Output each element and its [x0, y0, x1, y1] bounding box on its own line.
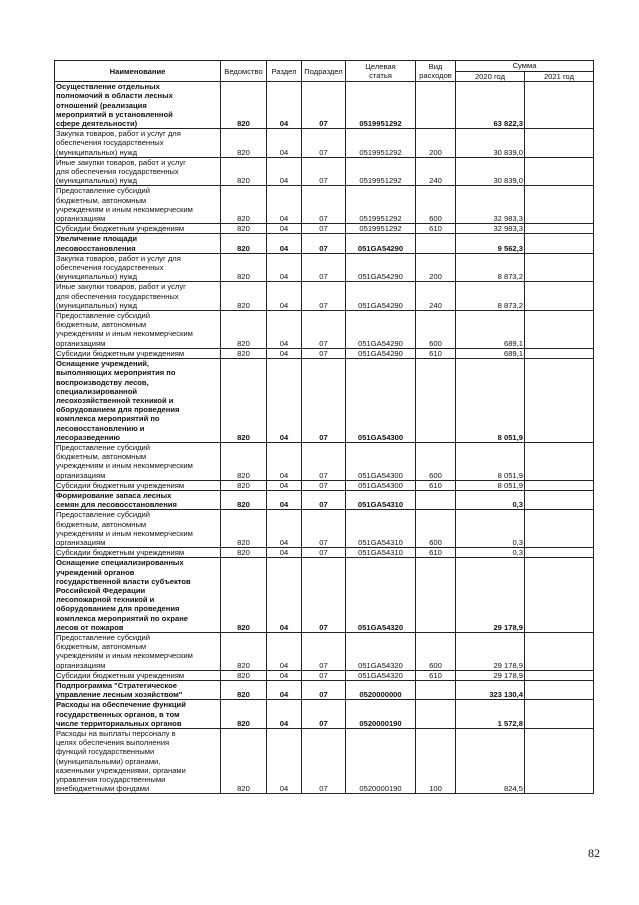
row-sum-2021	[525, 186, 594, 224]
row-podrazdel: 07	[302, 548, 346, 558]
table-row	[55, 558, 594, 633]
row-sum-2020: 29 178,9	[456, 632, 525, 670]
row-sum-2020: 824,5	[456, 729, 525, 794]
table-row	[55, 186, 594, 224]
row-vedomstvo: 820	[221, 234, 267, 253]
row-target-article: 051GA54290	[346, 311, 416, 349]
row-sum-2021	[525, 311, 594, 349]
row-razdel: 04	[267, 186, 302, 224]
row-vedomstvo: 820	[221, 548, 267, 558]
row-podrazdel: 07	[302, 442, 346, 480]
table-row	[55, 490, 594, 509]
row-name: Предоставление субсидий бюджетным, автономным учреждениям и иным некоммерческим организациям	[55, 632, 221, 670]
row-vedomstvo: 820	[221, 632, 267, 670]
row-target-article: 051GA54300	[346, 442, 416, 480]
row-razdel: 04	[267, 82, 302, 129]
row-sum-2021	[525, 729, 594, 794]
row-target-article: 051GA54310	[346, 490, 416, 509]
row-sum-2021	[525, 700, 594, 729]
row-razdel: 04	[267, 681, 302, 700]
row-vedomstvo: 820	[221, 442, 267, 480]
row-target-article: 051GA54290	[346, 282, 416, 311]
row-name: Субсидии бюджетным учреждениям	[55, 548, 221, 558]
row-target-article: 051GA54320	[346, 670, 416, 680]
row-expense-type: 600	[416, 632, 456, 670]
row-sum-2021	[525, 558, 594, 633]
row-name: Предоставление субсидий бюджетным, автономным учреждениям и иным некоммерческим организациям	[55, 442, 221, 480]
row-name: Формирование запаса лесных семян для лесовосстановления	[55, 490, 221, 509]
row-name: Субсидии бюджетным учреждениям	[55, 480, 221, 490]
row-expense-type: 600	[416, 442, 456, 480]
table-row	[55, 82, 594, 129]
row-vedomstvo: 820	[221, 700, 267, 729]
row-sum-2020: 323 130,4	[456, 681, 525, 700]
row-expense-type: 600	[416, 186, 456, 224]
row-vedomstvo: 820	[221, 348, 267, 358]
table-row	[55, 234, 594, 253]
row-sum-2021	[525, 681, 594, 700]
row-podrazdel: 07	[302, 510, 346, 548]
row-sum-2020: 29 178,9	[456, 558, 525, 633]
row-sum-2020: 8 051,9	[456, 359, 525, 443]
header-podrazdel: Подраздел	[302, 61, 346, 82]
row-sum-2021	[525, 632, 594, 670]
row-expense-type: 610	[416, 670, 456, 680]
row-target-article: 0519951292	[346, 82, 416, 129]
row-name: Иные закупки товаров, работ и услуг для обеспечения государственных (муниципальных) нужд	[55, 157, 221, 186]
row-name: Расходы на выплаты персоналу в целях обеспечения выполнения функций государственными (муниципальными) органами, казенными учреждениями, органами управления государственными внебюджетными фондами	[55, 729, 221, 794]
row-name: Иные закупки товаров, работ и услуг для обеспечения государственных (муниципальных) нужд	[55, 282, 221, 311]
row-vedomstvo: 820	[221, 282, 267, 311]
row-podrazdel: 07	[302, 311, 346, 349]
row-razdel: 04	[267, 359, 302, 443]
row-razdel: 04	[267, 157, 302, 186]
row-sum-2021	[525, 442, 594, 480]
row-name: Подпрограмма "Стратегическое управление лесным хозяйством"	[55, 681, 221, 700]
table-body	[55, 82, 594, 794]
row-vedomstvo: 820	[221, 670, 267, 680]
table-row	[55, 548, 594, 558]
row-expense-type: 610	[416, 348, 456, 358]
row-vedomstvo: 820	[221, 510, 267, 548]
row-razdel: 04	[267, 510, 302, 548]
row-name: Предоставление субсидий бюджетным, автономным учреждениям и иным некоммерческим организациям	[55, 186, 221, 224]
row-podrazdel: 07	[302, 681, 346, 700]
row-target-article: 051GA54300	[346, 480, 416, 490]
row-expense-type: 600	[416, 510, 456, 548]
row-vedomstvo: 820	[221, 359, 267, 443]
row-podrazdel: 07	[302, 253, 346, 282]
row-target-article: 051GA54290	[346, 234, 416, 253]
table-row	[55, 729, 594, 794]
row-expense-type	[416, 359, 456, 443]
row-podrazdel: 07	[302, 157, 346, 186]
row-target-article: 051GA54310	[346, 548, 416, 558]
table-row	[55, 510, 594, 548]
row-razdel: 04	[267, 253, 302, 282]
row-expense-type	[416, 700, 456, 729]
row-expense-type	[416, 558, 456, 633]
row-sum-2021	[525, 82, 594, 129]
row-podrazdel: 07	[302, 186, 346, 224]
row-vedomstvo: 820	[221, 129, 267, 158]
row-expense-type: 610	[416, 480, 456, 490]
row-razdel: 04	[267, 632, 302, 670]
row-razdel: 04	[267, 558, 302, 633]
row-vedomstvo: 820	[221, 729, 267, 794]
row-podrazdel: 07	[302, 224, 346, 234]
row-sum-2021	[525, 670, 594, 680]
row-sum-2020: 0,3	[456, 548, 525, 558]
row-name: Увеличение площади лесовосстановления	[55, 234, 221, 253]
row-razdel: 04	[267, 700, 302, 729]
row-razdel: 04	[267, 234, 302, 253]
row-expense-type: 610	[416, 548, 456, 558]
row-sum-2021	[525, 234, 594, 253]
table-row	[55, 157, 594, 186]
row-expense-type	[416, 681, 456, 700]
table-row	[55, 129, 594, 158]
row-sum-2020: 0,3	[456, 510, 525, 548]
table-row	[55, 359, 594, 443]
row-podrazdel: 07	[302, 359, 346, 443]
row-target-article: 0520000000	[346, 681, 416, 700]
row-name: Субсидии бюджетным учреждениям	[55, 224, 221, 234]
row-sum-2021	[525, 224, 594, 234]
row-vedomstvo: 820	[221, 490, 267, 509]
row-sum-2021	[525, 510, 594, 548]
row-expense-type: 610	[416, 224, 456, 234]
row-name: Осуществление отдельных полномочий в области лесных отношений (реализация мероприятий в установленной сфере деятельности)	[55, 82, 221, 129]
row-sum-2020: 8 051,9	[456, 442, 525, 480]
row-target-article: 051GA54310	[346, 510, 416, 548]
row-vedomstvo: 820	[221, 311, 267, 349]
row-razdel: 04	[267, 282, 302, 311]
row-podrazdel: 07	[302, 632, 346, 670]
row-sum-2021	[525, 157, 594, 186]
row-podrazdel: 07	[302, 82, 346, 129]
table-row	[55, 282, 594, 311]
row-podrazdel: 07	[302, 700, 346, 729]
table-row	[55, 670, 594, 680]
table-row	[55, 253, 594, 282]
row-sum-2020: 9 562,3	[456, 234, 525, 253]
row-target-article: 051GA54320	[346, 558, 416, 633]
row-podrazdel: 07	[302, 490, 346, 509]
row-sum-2020: 30 839,0	[456, 129, 525, 158]
row-target-article: 0520000190	[346, 729, 416, 794]
row-razdel: 04	[267, 442, 302, 480]
row-razdel: 04	[267, 348, 302, 358]
header-year-2020: 2020 год	[456, 72, 525, 82]
row-sum-2020: 29 178,9	[456, 670, 525, 680]
header-sum: Сумма	[456, 61, 594, 72]
row-podrazdel: 07	[302, 670, 346, 680]
table-row	[55, 681, 594, 700]
row-sum-2020: 32 983,3	[456, 224, 525, 234]
header-name: Наименование	[55, 61, 221, 82]
row-razdel: 04	[267, 729, 302, 794]
row-sum-2020: 8 051,9	[456, 480, 525, 490]
row-vedomstvo: 820	[221, 157, 267, 186]
row-expense-type: 100	[416, 729, 456, 794]
row-target-article: 0519951292	[346, 129, 416, 158]
header-vedomstvo: Ведомство	[221, 61, 267, 82]
row-name: Субсидии бюджетным учреждениям	[55, 670, 221, 680]
row-expense-type	[416, 490, 456, 509]
row-target-article: 051GA54290	[346, 253, 416, 282]
row-podrazdel: 07	[302, 282, 346, 311]
row-razdel: 04	[267, 490, 302, 509]
budget-table	[54, 60, 594, 794]
row-expense-type: 240	[416, 282, 456, 311]
row-name: Предоставление субсидий бюджетным, автономным учреждениям и иным некоммерческим организациям	[55, 510, 221, 548]
row-razdel: 04	[267, 224, 302, 234]
row-sum-2020: 32 983,3	[456, 186, 525, 224]
header-target-article: Целевая статья	[346, 61, 416, 82]
row-sum-2020: 689,1	[456, 348, 525, 358]
row-vedomstvo: 820	[221, 82, 267, 129]
page-number: 82	[588, 846, 600, 860]
table-row	[55, 311, 594, 349]
row-podrazdel: 07	[302, 558, 346, 633]
table-row	[55, 480, 594, 490]
row-expense-type: 200	[416, 129, 456, 158]
row-sum-2021	[525, 129, 594, 158]
row-name: Предоставление субсидий бюджетным, автономным учреждениям и иным некоммерческим организациям	[55, 311, 221, 349]
row-sum-2020: 63 822,3	[456, 82, 525, 129]
row-name: Закупка товаров, работ и услуг для обеспечения государственных (муниципальных) нужд	[55, 253, 221, 282]
row-target-article: 051GA54300	[346, 359, 416, 443]
row-target-article: 0520000190	[346, 700, 416, 729]
header-year-2021: 2021 год	[525, 72, 594, 82]
row-target-article: 051GA54320	[346, 632, 416, 670]
row-expense-type: 240	[416, 157, 456, 186]
row-target-article: 051GA54290	[346, 348, 416, 358]
table-row	[55, 224, 594, 234]
row-target-article: 0519951292	[346, 224, 416, 234]
row-expense-type	[416, 234, 456, 253]
row-sum-2021	[525, 490, 594, 509]
row-sum-2021	[525, 253, 594, 282]
row-vedomstvo: 820	[221, 224, 267, 234]
row-name: Расходы на обеспечение функций государственных органов, в том числе территориальных органов	[55, 700, 221, 729]
row-podrazdel: 07	[302, 234, 346, 253]
row-razdel: 04	[267, 548, 302, 558]
row-sum-2021	[525, 359, 594, 443]
row-expense-type	[416, 82, 456, 129]
row-name: Субсидии бюджетным учреждениям	[55, 348, 221, 358]
row-name: Закупка товаров, работ и услуг для обеспечения государственных (муниципальных) нужд	[55, 129, 221, 158]
row-razdel: 04	[267, 129, 302, 158]
row-podrazdel: 07	[302, 480, 346, 490]
row-expense-type: 200	[416, 253, 456, 282]
row-sum-2020: 8 873,2	[456, 253, 525, 282]
row-vedomstvo: 820	[221, 186, 267, 224]
row-expense-type: 600	[416, 311, 456, 349]
row-vedomstvo: 820	[221, 558, 267, 633]
header-razdel: Раздел	[267, 61, 302, 82]
row-sum-2020: 689,1	[456, 311, 525, 349]
row-sum-2020: 0,3	[456, 490, 525, 509]
row-name: Оснащение специализированных учреждений органов государственной власти субъектов Российской Федерации лесопожарной техникой и оборудованием для проведения комплекса мероприятий по охране лесов от пожаров	[55, 558, 221, 633]
row-sum-2020: 8 873,2	[456, 282, 525, 311]
table-row	[55, 700, 594, 729]
row-razdel: 04	[267, 480, 302, 490]
row-name: Оснащение учреждений, выполняющих мероприятия по воспроизводству лесов, специализированной лесохозяйственной техникой и оборудованием для проведения комплекса мероприятий по лесовосстановлению и лесоразведению	[55, 359, 221, 443]
row-vedomstvo: 820	[221, 253, 267, 282]
row-podrazdel: 07	[302, 348, 346, 358]
row-razdel: 04	[267, 311, 302, 349]
row-sum-2021	[525, 480, 594, 490]
row-sum-2021	[525, 348, 594, 358]
row-target-article: 0519951292	[346, 157, 416, 186]
table-row	[55, 348, 594, 358]
row-sum-2020: 1 572,8	[456, 700, 525, 729]
row-razdel: 04	[267, 670, 302, 680]
row-sum-2021	[525, 548, 594, 558]
header-expense-type: Вид расходов	[416, 61, 456, 82]
row-sum-2021	[525, 282, 594, 311]
row-vedomstvo: 820	[221, 681, 267, 700]
row-target-article: 0519951292	[346, 186, 416, 224]
row-sum-2020: 30 839,0	[456, 157, 525, 186]
table-row	[55, 442, 594, 480]
row-podrazdel: 07	[302, 129, 346, 158]
table-row	[55, 632, 594, 670]
row-podrazdel: 07	[302, 729, 346, 794]
row-vedomstvo: 820	[221, 480, 267, 490]
